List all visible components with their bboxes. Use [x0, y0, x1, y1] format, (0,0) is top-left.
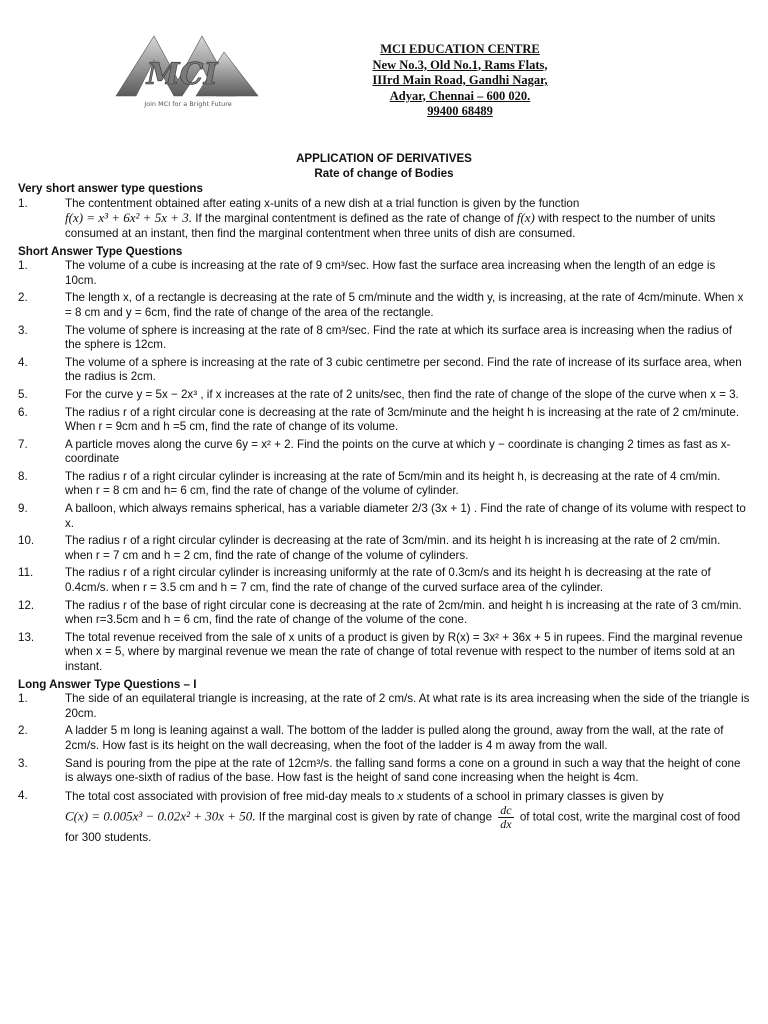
- question-item: [18, 324, 750, 353]
- question-item: [18, 406, 750, 435]
- question-number: 2.: [18, 724, 28, 738]
- document-subtitle: Rate of change of Bodies: [314, 166, 454, 180]
- logo-mountains-graphic: [112, 30, 262, 112]
- question-item: [18, 388, 750, 403]
- question-number: 6.: [18, 405, 28, 419]
- question-item: [18, 291, 750, 320]
- question-number: 1.: [18, 692, 28, 706]
- mci-logo: [112, 30, 262, 112]
- question-text: A ladder 5 m long is leaning against a wall. The bottom of the ladder is pulled along the ground, away from the wall, at the rate of 2cm/s. How fast is its height on the wall decreasing, when the foot of the ladder is 4 m away from the wall.: [65, 724, 724, 752]
- question-text-part: with respect to the number of units consumed at an instant, then find the marginal contentment when three units of dish are consumed.: [65, 212, 716, 240]
- function-symbol: f(x): [516, 210, 535, 226]
- section-heading-long: Long Answer Type Questions – I: [18, 677, 197, 691]
- question-text: A particle moves along the curve 6y = x² + 2. Find the points on the curve at which y − coordinate is changing 2 times as fast as x-coordinate: [65, 437, 731, 466]
- worksheet-content: [18, 152, 750, 852]
- function-expression: f(x) = x³ + 6x² + 5x + 3.: [65, 210, 192, 226]
- question-number: 11.: [18, 566, 34, 580]
- question-number: 9.: [18, 502, 28, 516]
- question-number: 5.: [18, 387, 28, 401]
- phone-number: 99400 68489: [427, 104, 493, 118]
- short-answer-list: [18, 259, 750, 674]
- question-number: 4.: [18, 788, 28, 802]
- question-text: The volume of a cube is increasing at the rate of 9 cm³/sec. How fast the surface area increasing when the length of an edge is 10cm.: [65, 259, 716, 287]
- question-text: The volume of a sphere is increasing at the rate of 3 cubic centimetre per second. Find the rate of increase of its surface area, when the radius is 2cm.: [65, 355, 742, 384]
- question-text: The length x, of a rectangle is decreasing at the rate of 5 cm/minute and the width y, is increasing, at the rate of 4cm/minute. When x = 8 cm and y = 6cm, find the rate of change of the area of the rectangle.: [65, 291, 744, 319]
- question-text: The radius r of a right circular cylinder is increasing uniformly at the rate of 0.3cm/s and its height h is decreasing at the rate of 0.4cm/s. when r = 3.5 cm and h = 7 cm, find the rate of change of the curved surface area of the cylinder.: [65, 566, 711, 595]
- variable-symbol: x: [397, 787, 404, 803]
- question-item: [18, 724, 750, 753]
- question-item: [18, 631, 750, 675]
- cost-formula-line: [65, 804, 750, 846]
- question-text: A balloon, which always remains spherical, has a variable diameter 2/3 (3x + 1) . Find the rate of change of its volume with respect to x.: [65, 502, 746, 530]
- question-number: 1.: [18, 259, 28, 273]
- question-item: [18, 356, 750, 385]
- question-text: The radius r of a right circular cylinder is decreasing at the rate of 3cm/min. and its height h is increasing at the rate of 2 cm/min. when r = 7 cm and h = 2 cm, find the rate of change of the volume of cylinders.: [65, 534, 721, 562]
- question-number: 4.: [18, 355, 28, 369]
- question-item: [18, 259, 750, 288]
- question-item: [18, 502, 750, 531]
- question-number: 3.: [18, 323, 28, 337]
- cost-function-expression: C(x) = 0.005x³ − 0.02x² + 30x + 50.: [65, 808, 256, 824]
- question-item: [18, 438, 750, 467]
- question-text: [65, 197, 750, 242]
- question-text: The volume of sphere is increasing at the rate of 8 cm³/sec. Find the rate at which its surface area is increasing when the radius of the sphere is 12cm.: [65, 323, 732, 352]
- address-line-2: IIIrd Main Road, Gandhi Nagar,: [372, 73, 548, 87]
- question-item: [18, 789, 750, 849]
- question-item: [18, 534, 750, 563]
- question-text: [65, 789, 750, 849]
- fraction-numerator: dc: [500, 803, 512, 818]
- institution-address: [340, 42, 580, 120]
- question-number: 3.: [18, 756, 28, 770]
- question-text: The radius r of the base of right circular cone is decreasing at the rate of 2cm/min. and height h is increasing at the rate of 3 cm/min. when r=3.5cm and h = 6 cm, find the rate of change of the volume of the cone.: [65, 598, 742, 627]
- logo-tagline: Join MCI for a Bright Future: [144, 100, 232, 108]
- question-text-part: The contentment obtained after eating x-units of a new dish at a trial function is given by the function: [65, 196, 580, 210]
- document-title: APPLICATION OF DERIVATIVES: [296, 152, 472, 165]
- question-number: 8.: [18, 469, 28, 483]
- question-text-part: If the marginal contentment is defined as the rate of change of: [192, 212, 517, 226]
- address-line-1: New No.3, Old No.1, Rams Flats,: [372, 57, 548, 72]
- address-line-3: Adyar, Chennai – 600 020.: [389, 88, 531, 103]
- question-number: 1.: [18, 196, 28, 210]
- question-text: The radius r of a right circular cone is decreasing at the rate of 3cm/minute and the height h is increasing at the rate of 2 cm/minute. When r = 9cm and h =5 cm, find the rate of change of its volume.: [65, 405, 740, 434]
- question-item: [18, 566, 750, 595]
- question-text: The radius r of a right circular cylinder is increasing at the rate of 5cm/min and its height h, is decreasing at the rate of 4 cm/min. when r = 8 cm and h= 6 cm, find the rate of change of the volume of cylinder.: [65, 469, 721, 498]
- question-text-part: of total cost, write the marginal cost of food for 300 students.: [65, 810, 741, 845]
- question-number: 7.: [18, 437, 28, 451]
- fraction-denominator: dx: [500, 817, 512, 832]
- question-text: The total revenue received from the sale of x units of a product is given by R(x) = 3x² + 36x + 5 in rupees. Find the marginal revenue when x = 5, where by marginal revenue we mean the rate of change of total revenue with respect to the number of items sold at an instant.: [65, 630, 743, 673]
- question-text-part: If the marginal cost is given by rate of change: [255, 810, 496, 824]
- question-number: 2.: [18, 291, 28, 305]
- question-item: [18, 197, 750, 242]
- question-number: 12.: [18, 598, 35, 612]
- question-text: The side of an equilateral triangle is increasing, at the rate of 2 cm/s. At what rate is its area increasing when the side of the triangle is 20cm.: [65, 692, 750, 720]
- question-text: For the curve y = 5x − 2x³ , if x increases at the rate of 2 units/sec, then find the rate of change of the slope of the curve when x = 3.: [65, 387, 739, 401]
- question-text: Sand is pouring from the pipe at the rate of 12cm³/s. the falling sand forms a cone on a ground in such a way that the height of cone is always one-sixth of radius of the base. How fast is the height of sand cone increasing when the height is 4cm.: [65, 756, 741, 785]
- question-number: 10.: [18, 534, 35, 548]
- institution-name: MCI EDUCATION CENTRE: [380, 42, 540, 56]
- question-item: [18, 692, 750, 721]
- question-item: [18, 599, 750, 628]
- question-item: [18, 757, 750, 786]
- question-number: 13.: [18, 630, 35, 644]
- derivative-fraction: [498, 804, 513, 831]
- long-answer-list: [18, 692, 750, 786]
- logo-text: MCI: [146, 57, 218, 92]
- question-item: [18, 470, 750, 499]
- question-text-part: The total cost associated with provision of free mid-day meals to: [65, 789, 398, 803]
- section-heading-very-short: Very short answer type questions: [18, 182, 203, 196]
- question-text-part: students of a school in primary classes is given by: [403, 789, 664, 803]
- section-heading-short: Short Answer Type Questions: [18, 244, 183, 258]
